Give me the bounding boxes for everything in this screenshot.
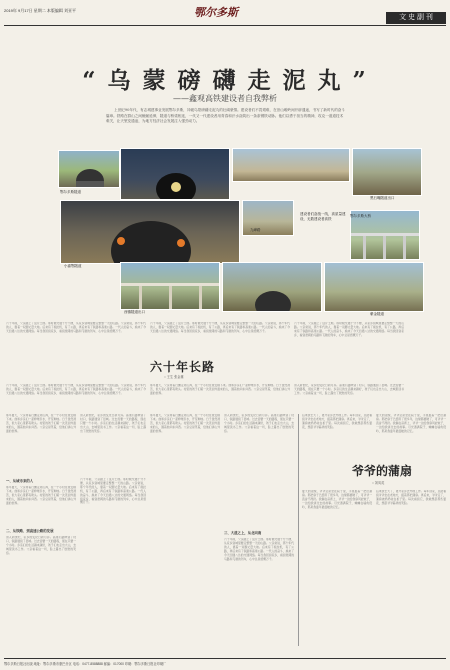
page-footer: 鄂尔多斯日报社出版 地址：鄂尔多斯市康巴什区 电话：0477-8588888 邮编：017000 印刷：鄂尔多斯日报社印刷厂 (4, 658, 446, 666)
section-label: 文 史 副 刊 (386, 12, 446, 24)
photo-right-crew (352, 148, 422, 196)
article2-body: 六十年前，父亲踏上了这片土地。那时候交通十分不便，从家乡到城里要走整整一天的山路。父亲常说，那个年代的人，靠着一双脚丈量大地。后来有了拖拉机，有了公路，再后来有了铁路和高速公路。一代人的奋斗，换来了今天四通八达的交通网络。每当我回到家乡，看到宽阔的马路和飞驰的列车，心中总是感慨万千。 (80, 478, 146, 505)
photo-caption: 西镇隧道出口 (124, 310, 145, 314)
article3-intro-col: 后来我长大了，离开家乡去外地工作。每年回家，总能看到爷爷坐在老地方，摇着那把蒲扇。再后来，爷爷走了，蒲扇被奶奶收在柜子里。每次看到它，我就想起那些夏夜，想起爷爷慈祥的笑脸。 (302, 414, 372, 429)
article2-body: 那年夏天，父亲背着行囊走进山沟，在一个小村庄里安顿下来。他和乡亲们一起修渠引水，开荒种地。日子虽然清苦，但大家心里都有盼头。村里的孩子们第一次见到外面来的人，围着他问东问西。父亲总是笑着，给他们讲山外面的世界。 (150, 384, 290, 395)
article3-body: 夏天的夜晚，爷爷总是坐在院子里，手里摇着一把旧蒲扇。那把扇子已经用了很多年，边缘都磨破了，可爷爷一直舍不得扔。我躺在凉席上，爷爷一边给我扇风赶蚊子，一边给我讲过去的故事。月光洒满院子，蛐蛐在墙角低吟，那是我童年最温暖的记忆。 (302, 490, 372, 509)
photo-mountain-right (324, 262, 424, 312)
article2-body-col1: 那年夏天，父亲背着行囊走进山沟，在一个小村庄里安顿下来。他和乡亲们一起修渠引水，开荒种地。日子虽然清苦，但大家心里都有盼头。村里的孩子们第一次见到外面来的人，围着他问东问西。父亲总是笑着，给他们讲山外面的世界。 (6, 414, 76, 433)
feature-subhead: ——鑫观高铁建设者自我弊析 (173, 94, 277, 103)
photo-caption: 鄂尔多斯隧道 (60, 190, 81, 194)
photo-caption: 建设者们奋战一线，高质量建设，无数建设者高铁 (300, 212, 346, 221)
photo-night-tunnel (120, 148, 230, 200)
photo-construction-top (232, 148, 350, 182)
column-divider (298, 414, 299, 646)
article3-body: 后来我长大了，离开家乡去外地工作。每年回家，总能看到爷爷坐在老地方，摇着那把蒲扇。再后来，爷爷走了，蒲扇被奶奶收在柜子里。每次看到它，我就想起那些夏夜，想起爷爷慈祥的笑脸。 (376, 490, 446, 505)
article2-byline: ○ 王生 张金雄 (164, 375, 184, 379)
article2-lead-col3: 六十年前，父亲踏上了这片土地。那时候交通十分不便，从家乡到城里要走整整一天的山路。父亲常说，那个年代的人，靠着一双脚丈量大地。后来有了拖拉机，有了公路，再后来有了铁路和高速公路。一代人的奋斗，换来了今天四通八达的交通网络。每当我回到家乡，看到宽阔的马路和飞驰的列车，心中总是感慨万千。 (294, 322, 404, 337)
article2-subtitle: 三、大道之上，从北向南 (224, 531, 262, 535)
photo-caption: 鄂尔多斯大桥 (350, 214, 371, 218)
article2-body: 进入新世纪，家乡的变化日新月异。高速公路修到了村口，铁路通到了县城。过去需要一天的路程，现在只要一个小时。乡亲们的生活越来越好，孩子们也走出大山，去城里读书工作。父亲看着这一切，脸上露出了欣慰的笑容。 (224, 414, 294, 433)
article2-subtitle: 一、从城市来的人 (6, 479, 34, 483)
tunnel-icon (59, 151, 120, 188)
article2-body: 那年夏天，父亲背着行囊走进山沟，在一个小村庄里安顿下来。他和乡亲们一起修渠引水，开荒种地。日子虽然清苦，但大家心里都有盼头。村里的孩子们第一次见到外面来的人，围着他问东问西。父亲总是笑着，给他们讲山外面的世界。 (6, 486, 76, 505)
photo-viaduct (120, 262, 220, 310)
photo-workers-tunnel (60, 200, 240, 264)
article2-body: 进入新世纪，家乡的变化日新月异。高速公路修到了村口，铁路通到了县城。过去需要一天的路程，现在只要一个小时。乡亲们的生活越来越好，孩子们也走出大山，去城里读书工作。父亲看着这一切，脸上露出了欣慰的笑容。 (6, 536, 76, 555)
newspaper-logo: 鄂尔多斯 (194, 6, 238, 19)
article2-body: 进入新世纪，家乡的变化日新月异。高速公路修到了村口，铁路通到了县城。过去需要一天的路程，现在只要一个小时。乡亲们的生活越来越好，孩子们也走出大山，去城里读书工作。父亲看着这一切，脸上露出了欣慰的笑容。 (294, 384, 404, 395)
photo-caption: 黑石嘴隧道出口 (370, 196, 395, 200)
feature-intro: 上世纪90年代，有志城建事业发展鄂尔多斯，冲破乌蒙磅礴走泥丸的壮阔豪情。建设者们不畏艰难，在崇山峻岭间开辟通途，书写了新时代的奋斗篇章。铁路在群山之间蜿蜒延伸，隧道与桥梁相连，一代又一代建设者用青春和汗水浇筑出一条条钢铁动脉。他们以勇于担当的精神，攻克一道道技术难关，让天堑变通途，为地方经济社会发展注入强劲动力。 (106, 108, 345, 124)
photo-tunnel-bottom-right (222, 262, 322, 312)
photo-tunnel-left (58, 150, 120, 188)
feature-headline: “ 乌 蒙 磅 礴 走 泥 丸 ” (82, 67, 368, 94)
article3-title: 爷爷的蒲扇 (352, 464, 413, 478)
photo-caption: 小嘉鄂隧道 (64, 264, 82, 268)
article3-intro-col: 夏天的夜晚，爷爷总是坐在院子里，手里摇着一把旧蒲扇。那把扇子已经用了很多年，边缘都磨破了，可爷爷一直舍不得扔。我躺在凉席上，爷爷一边给我扇风赶蚊子，一边给我讲过去的故事。月光洒满院子，蛐蛐在墙角低吟，那是我童年最温暖的记忆。 (376, 414, 446, 433)
article2-body: 那年夏天，父亲背着行囊走进山沟，在一个小村庄里安顿下来。他和乡亲们一起修渠引水，开荒种地。日子虽然清苦，但大家心里都有盼头。村里的孩子们第一次见到外面来的人，围着他问东问西。父亲总是笑着，给他们讲山外面的世界。 (150, 414, 220, 433)
issue-info: 2019年 9月17日 星期二 本版编辑 刘亚平 (4, 8, 77, 13)
article2-title: 六十年长路 (150, 360, 216, 374)
article2-lead-col2: 六十年前，父亲踏上了这片土地。那时候交通十分不便，从家乡到城里要走整整一天的山路。父亲常说，那个年代的人，靠着一双脚丈量大地。后来有了拖拉机，有了公路，再后来有了铁路和高速公路。一代人的奋斗，换来了今天四通八达的交通网络。每当我回到家乡，看到宽阔的马路和飞驰的列车，心中总是感慨万千。 (150, 322, 290, 333)
article2-body-col1b: 进入新世纪，家乡的变化日新月异。高速公路修到了村口，铁路通到了县城。过去需要一天的路程，现在只要一个小时。乡亲们的生活越来越好，孩子们也走出大山，去城里读书工作。父亲看着这一切，脸上露出了欣慰的笑容。 (80, 414, 146, 433)
masthead (4, 4, 446, 26)
photo-caption: 紫金隧道 (370, 312, 384, 316)
article3-byline: ○ 刘凤英 (372, 481, 385, 485)
photo-caption: 九峰路 (250, 228, 261, 232)
article2-body: 六十年前，父亲踏上了这片土地。那时候交通十分不便，从家乡到城里要走整整一天的山路。父亲常说，那个年代的人，靠着一双脚丈量大地。后来有了拖拉机，有了公路，再后来有了铁路和高速公路。一代人的奋斗，换来了今天四通八达的交通网络。每当我回到家乡，看到宽阔的马路和飞驰的列车，心中总是感慨万千。 (6, 384, 146, 395)
article2-lead-col1: 六十年前，父亲踏上了这片土地。那时候交通十分不便，从家乡到城里要走整整一天的山路。父亲常说，那个年代的人，靠着一双脚丈量大地。后来有了拖拉机，有了公路，再后来有了铁路和高速公路。一代人的奋斗，换来了今天四通八达的交通网络。每当我回到家乡，看到宽阔的马路和飞驰的列车，心中总是感慨万千。 (6, 322, 146, 333)
article2-body: 六十年前，父亲踏上了这片土地。那时候交通十分不便，从家乡到城里要走整整一天的山路。父亲常说，那个年代的人，靠着一双脚丈量大地。后来有了拖拉机，有了公路，再后来有了铁路和高速公路。一代人的奋斗，换来了今天四通八达的交通网络。每当我回到家乡，看到宽阔的马路和飞驰的列车，心中总是感慨万千。 (224, 538, 294, 561)
article2-subtitle: 二、从铁路、到高速公路的发展 (6, 529, 54, 533)
